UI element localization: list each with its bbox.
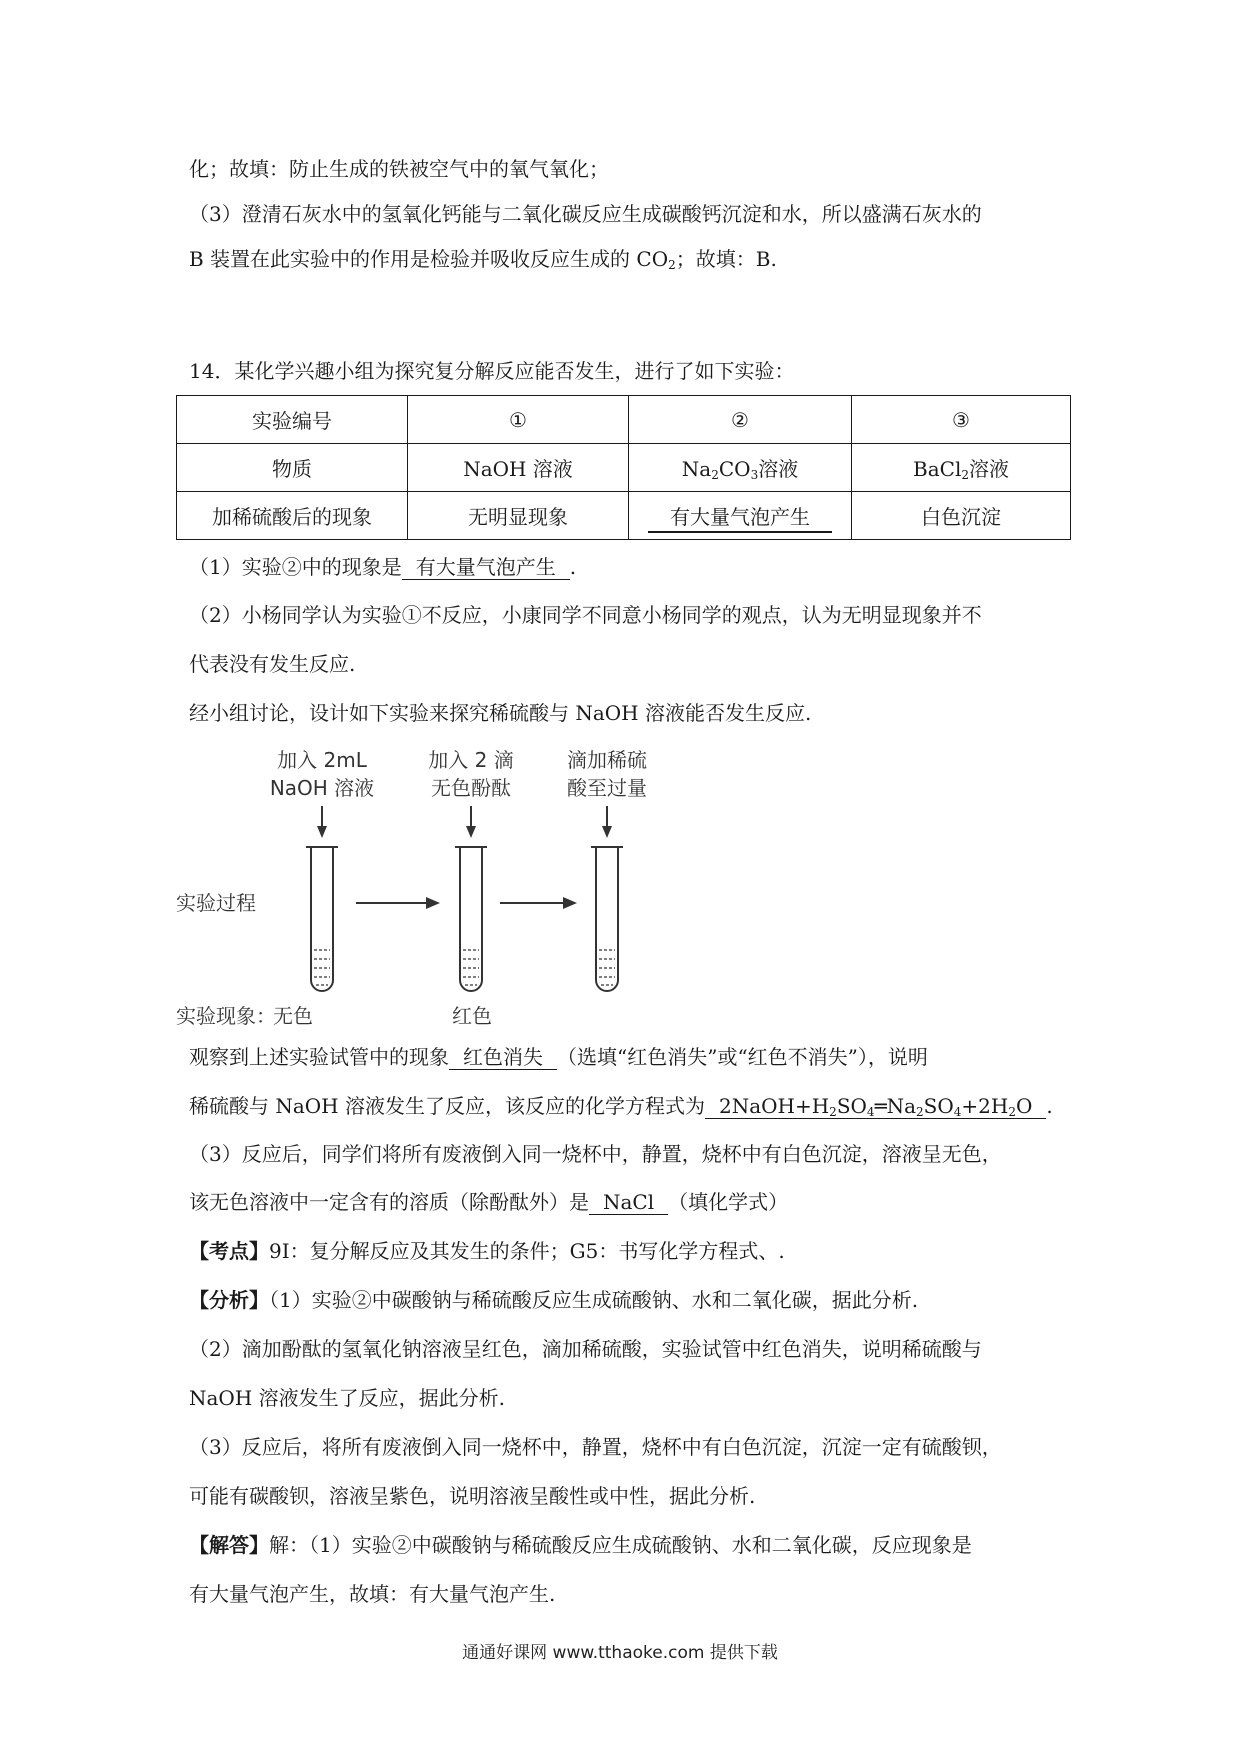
table-cell-bacl2 [852, 444, 1071, 492]
intro-line-3-text: B 装置在此实验中的作用是检验并吸收反应生成的 CO [189, 247, 669, 271]
observe-line-1 [189, 1042, 1069, 1072]
equation-tail: . [1046, 1094, 1053, 1118]
right-arrow-icon [356, 897, 440, 909]
eq-subscript: 2 [916, 1105, 924, 1119]
eq-subscript: 4 [866, 1105, 875, 1119]
eq-part: +2H [961, 1094, 1009, 1118]
jieda-text: 解：（1）实验②中碳酸钠与稀硫酸反应生成硫酸钠、水和二氧化碳，反应现象是 [269, 1533, 972, 1557]
fenxi-line-1 [189, 1285, 1069, 1315]
table-cell: ② [629, 396, 852, 444]
step2-label-line2: 无色酚酞 [431, 776, 511, 800]
part1-line [189, 552, 1069, 582]
process-label: 实验过程 [176, 891, 256, 915]
formula-part: 溶液 [758, 457, 799, 481]
observe-tail: （选填“红色消失”或“红色不消失”），说明 [557, 1045, 928, 1069]
table-cell-answer [629, 492, 852, 540]
part3-line-1: （3）反应后，同学们将所有废液倒入同一烧杯中，静置，烧杯中有白色沉淀，溶液呈无色， [189, 1142, 1002, 1166]
formula-part: BaCl [913, 457, 962, 481]
formula-part: 溶液 [968, 457, 1009, 481]
table-cell: 加稀硫酸后的现象 [177, 492, 408, 540]
part2-line-3: 经小组讨论，设计如下实验来探究稀硫酸与 NaOH 溶液能否发生反应. [189, 701, 812, 725]
jieda-line-2: 有大量气泡产生，故填：有大量气泡产生. [189, 1582, 556, 1606]
equation-answer [705, 1094, 1046, 1119]
part3-line-2 [189, 1187, 1069, 1217]
formula-part: CO [718, 457, 751, 481]
fenxi-line-3: NaOH 溶液发生了反应，据此分析. [189, 1386, 505, 1410]
test-tube-icon [591, 847, 623, 991]
part3-answer: NaCl [589, 1190, 668, 1215]
observe-answer: 红色消失 [449, 1045, 557, 1070]
part2-line-1: （2）小杨同学认为实验①不反应，小康同学不同意小杨同学的观点，认为无明显现象并不 [189, 603, 982, 627]
part3-prompt: 该无色溶液中一定含有的溶质（除酚酞外）是 [189, 1190, 589, 1214]
step3-label-line2: 酸至过量 [567, 776, 647, 800]
table-row [177, 492, 1071, 540]
observe-prompt: 观察到上述实验试管中的现象 [189, 1045, 449, 1069]
table-cell: 白色沉淀 [852, 492, 1071, 540]
formula-subscript: 2 [711, 468, 719, 482]
intro-line-3-tail: ；故填：B. [675, 247, 777, 271]
formula-subscript: 2 [961, 468, 969, 482]
part1-answer: 有大量气泡产生 [402, 555, 570, 580]
observation-red: 红色 [452, 1004, 492, 1028]
part1-tail: . [569, 555, 577, 579]
experiment-diagram [176, 740, 736, 1040]
table-cell: 无明显现象 [408, 492, 629, 540]
answer-underlined: 有大量气泡产生 [648, 505, 832, 533]
step3-label-line1: 滴加稀硫 [567, 748, 647, 772]
intro-line-3 [189, 244, 1069, 274]
fenxi-line-2: （2）滴加酚酞的氢氧化钠溶液呈红色，滴加稀硫酸，实验试管中红色消失，说明稀硫酸与 [189, 1337, 982, 1361]
question-title: 14．某化学兴趣小组为探究复分解反应能否发生，进行了如下实验： [189, 359, 795, 383]
table-cell-na2co3 [629, 444, 852, 492]
eq-part: 2NaOH+H [718, 1094, 830, 1118]
eq-subscript: 4 [953, 1105, 962, 1119]
part2-line-2: 代表没有发生反应. [189, 652, 356, 676]
eq-part: SO [923, 1094, 954, 1118]
fenxi-text: （1）实验②中碳酸钠与稀硫酸反应生成硫酸钠、水和二氧化碳，据此分析. [269, 1288, 919, 1312]
intro-line-1: 化；故填：防止生成的铁被空气中的氧气氧化； [189, 157, 609, 181]
table-cell: ③ [852, 396, 1071, 444]
fenxi-tag: 【分析】 [189, 1288, 269, 1312]
equation-prompt: 稀硫酸与 NaOH 溶液发生了反应，该反应的化学方程式为 [189, 1094, 705, 1118]
step2-label-line1: 加入 2 滴 [428, 748, 514, 772]
page-footer: 通通好课网 www.tthaoke.com 提供下载 [462, 1643, 778, 1663]
eq-part: ═Na [874, 1094, 917, 1118]
table-cell: NaOH 溶液 [408, 444, 629, 492]
formula-part: Na [681, 457, 712, 481]
down-arrow-icon [466, 806, 476, 838]
jieda-line-1 [189, 1530, 1069, 1560]
observation-colorless: 无色 [273, 1004, 313, 1028]
experiment-table [176, 395, 1071, 540]
phenomenon-label: 实验现象： [176, 1004, 276, 1028]
eq-part: O [1016, 1094, 1033, 1118]
kaodian-line [189, 1236, 1069, 1266]
test-tube-icon [306, 847, 338, 991]
part3-tail: （填化学式） [668, 1190, 789, 1214]
fenxi-line-4: （3）反应后，将所有废液倒入同一烧杯中，静置，烧杯中有白色沉淀，沉淀一定有硫酸钡， [189, 1435, 1002, 1459]
down-arrow-icon [602, 806, 612, 838]
formula-subscript: 3 [750, 468, 759, 482]
observe-line-2 [189, 1091, 1069, 1121]
kaodian-text: 9I：复分解反应及其发生的条件；G5：书写化学方程式、. [269, 1239, 785, 1263]
right-arrow-icon [500, 897, 577, 909]
test-tube-icon [455, 847, 487, 991]
table-cell: ① [408, 396, 629, 444]
kaodian-tag: 【考点】 [189, 1239, 269, 1263]
fenxi-line-5: 可能有碳酸钡，溶液呈紫色，说明溶液呈酸性或中性，据此分析. [189, 1484, 756, 1508]
table-cell: 实验编号 [177, 396, 408, 444]
intro-line-2: （3）澄清石灰水中的氢氧化钙能与二氧化碳反应生成碳酸钙沉淀和水，所以盛满石灰水的 [189, 202, 982, 226]
eq-subscript: 2 [829, 1105, 837, 1119]
table-row [177, 444, 1071, 492]
table-cell: 物质 [177, 444, 408, 492]
co2-subscript: 2 [668, 258, 676, 272]
step1-label-line1: 加入 2mL [277, 748, 367, 772]
down-arrow-icon [317, 806, 327, 838]
table-row [177, 396, 1071, 444]
jieda-tag: 【解答】 [189, 1533, 269, 1557]
eq-subscript: 2 [1008, 1105, 1016, 1119]
eq-part: SO [836, 1094, 867, 1118]
part1-prompt: （1）实验②中的现象是 [189, 555, 402, 579]
step1-label-line2: NaOH 溶液 [269, 776, 375, 800]
